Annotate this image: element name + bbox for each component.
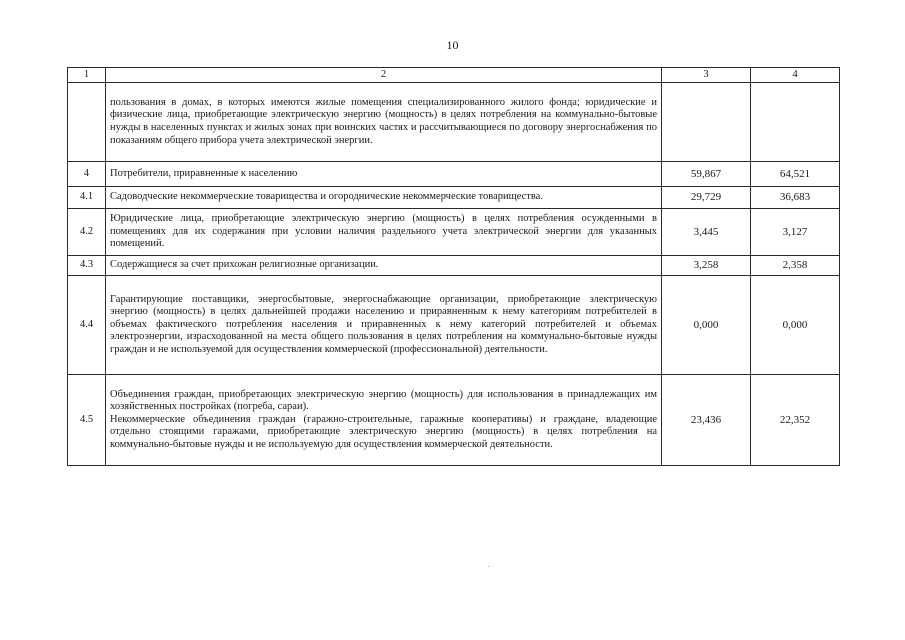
row-description [106, 83, 662, 162]
row-number: 4.3 [68, 256, 106, 276]
description-paragraph: Содержащиеся за счет прихожан религиозные организации. [110, 259, 379, 271]
table-row [68, 375, 840, 466]
value-col3: 59,867 [662, 162, 751, 187]
tariff-table [67, 67, 840, 466]
value-col4: 2,358 [751, 256, 840, 276]
value-col3: 0,000 [662, 276, 751, 375]
value-col4: 64,521 [751, 162, 840, 187]
description-paragraph: Объединения граждан, приобретающих электрическую энергию (мощность) для использования в принадлежащих им хозяйственных постройках (погреба, сараи). [110, 388, 657, 413]
description-paragraph: Юридические лица, приобретающие электрическую энергию (мощность) в целях потребления осужденными в помещениях для их содержания при условии наличия раздельного учета электрической энергии для указанных помещений. [110, 213, 657, 250]
column-header-1: 1 [68, 68, 106, 83]
row-description [106, 256, 662, 276]
row-description [106, 209, 662, 256]
row-number: 4.4 [68, 276, 106, 375]
description-paragraph: пользования в домах, в которых имеются жилые помещения специализированного жилого фонда; юридические и физические лица, приобретающие электрическую энергию (мощность) в целях потребления на коммунально-бытовые нужды в населенных пунктах и жилых зонах при воинских частях и рассчитывающиеся по договору энергоснабжения по показаниям общего прибора учета электрической энергии. [110, 96, 657, 146]
value-col3: 3,258 [662, 256, 751, 276]
table-row [68, 187, 840, 209]
value-col4: 3,127 [751, 209, 840, 256]
table-header-row [68, 68, 840, 83]
table-row [68, 276, 840, 375]
row-number: 4 [68, 162, 106, 187]
value-col3: 23,436 [662, 375, 751, 466]
row-number: 4.2 [68, 209, 106, 256]
table-row [68, 162, 840, 187]
description-paragraph: Потребители, приравненные к населению [110, 167, 298, 179]
table-row [68, 83, 840, 162]
page-number: 10 [446, 38, 459, 52]
row-description [106, 375, 662, 466]
row-number: 4.1 [68, 187, 106, 209]
description-paragraph: Некоммерческие объединения граждан (гаражно-строительные, гаражные кооперативы) и граждане, владеющие отдельно стоящими гаражами, приобретающие электрическую энергию (мощность) в целях потребления на коммунально-бытовые нужды и не используемую для осуществления коммерческой деятельности. [110, 413, 657, 450]
value-col3: 3,445 [662, 209, 751, 256]
description-paragraph: Садоводческие некоммерческие товарищества и огороднические некоммерческие товарищества. [110, 191, 543, 203]
column-header-2: 2 [106, 68, 662, 83]
value-col4 [751, 83, 840, 162]
value-col3: 29,729 [662, 187, 751, 209]
row-description [106, 187, 662, 209]
table-row [68, 256, 840, 276]
value-col4: 22,352 [751, 375, 840, 466]
column-header-3: 3 [662, 68, 751, 83]
row-number: 4.5 [68, 375, 106, 466]
table-row [68, 209, 840, 256]
scan-speck [488, 566, 489, 567]
row-description [106, 276, 662, 375]
value-col4: 36,683 [751, 187, 840, 209]
row-description [106, 162, 662, 187]
value-col4: 0,000 [751, 276, 840, 375]
value-col3 [662, 83, 751, 162]
row-number [68, 83, 106, 162]
column-header-4: 4 [751, 68, 840, 83]
description-paragraph: Гарантирующие поставщики, энергосбытовые, энергоснабжающие организации, приобретающие электрическую энергию (мощность) в целях дальнейшей продажи населению и приравненным к нему категориям потребителей в объемах фактического потребления населения и приравненных к нему категорий потребителей и объемах электроэнергии, израсходованной на места общего пользования в целях потребления на коммунально-бытовые нужды граждан и не используемой для осуществления коммерческой (профессиональной) деятельности. [110, 293, 657, 355]
